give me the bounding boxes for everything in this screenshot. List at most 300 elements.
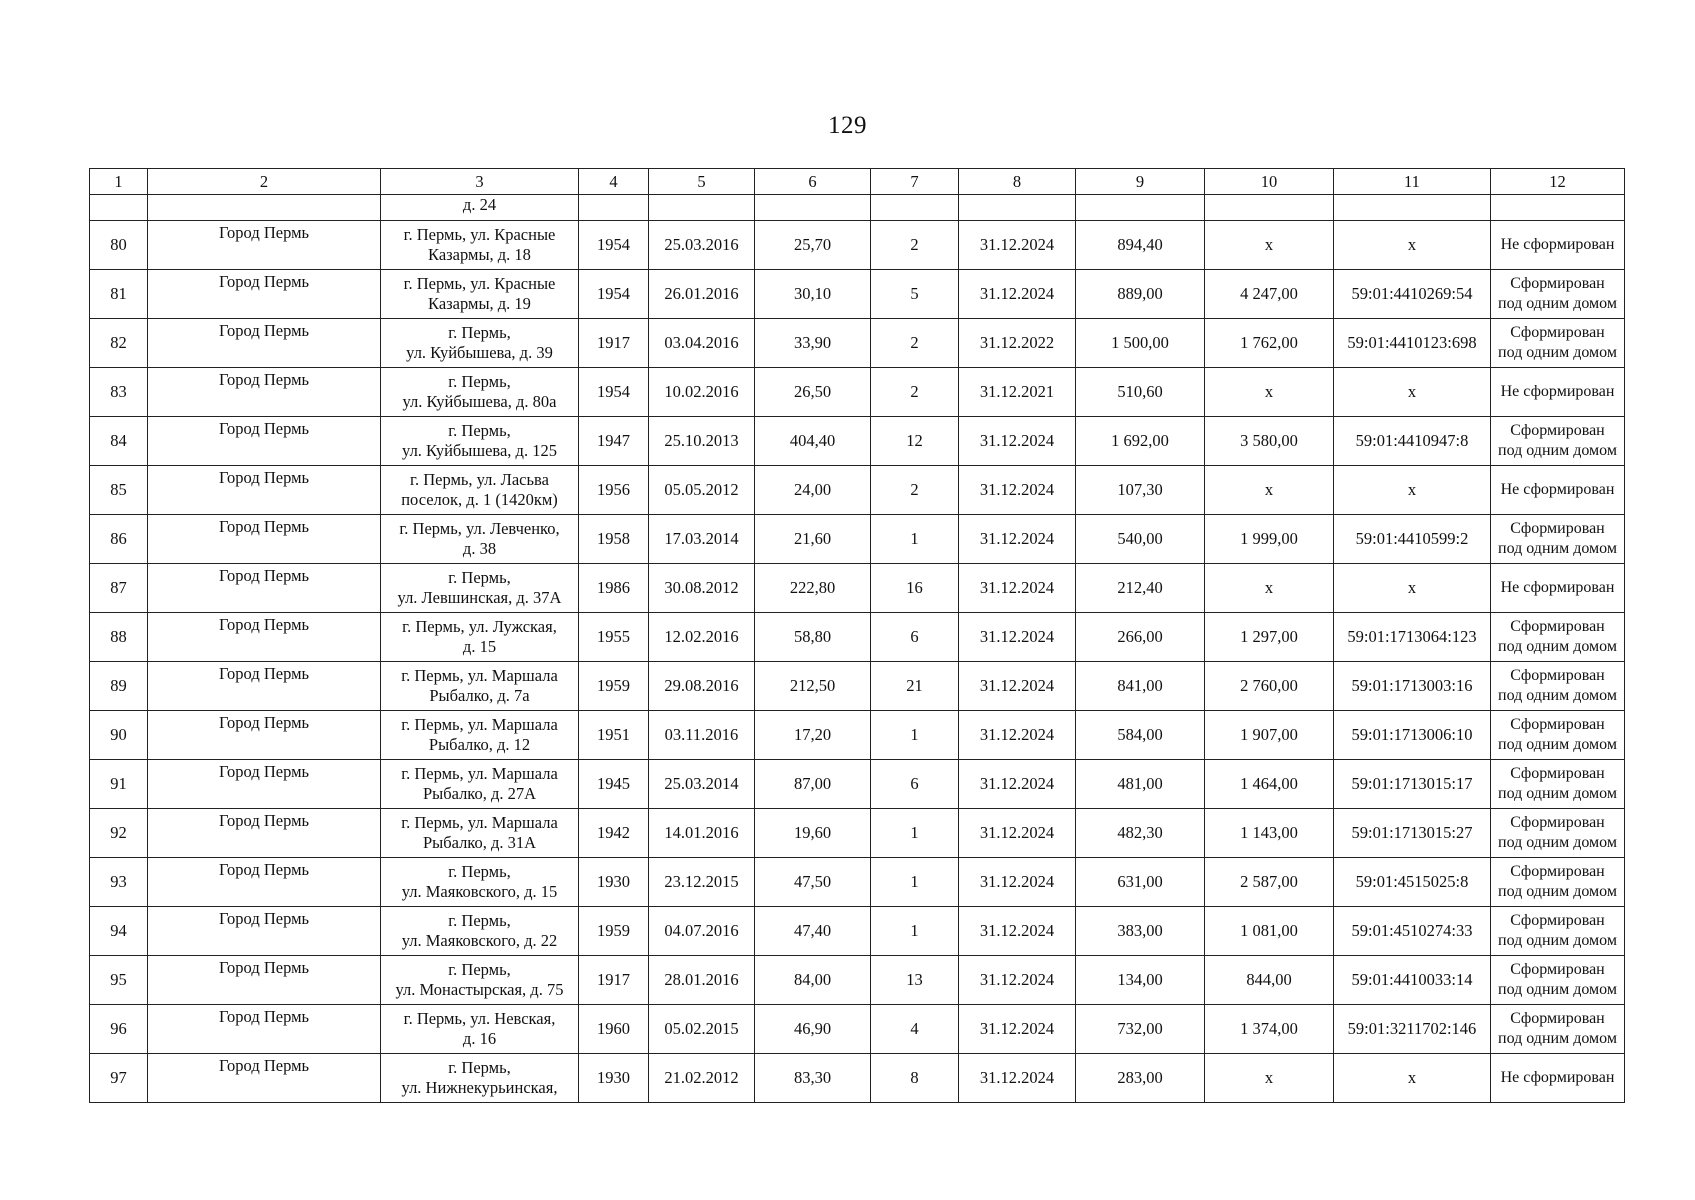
table-row [90, 319, 1625, 368]
status-cell [1491, 1005, 1625, 1054]
date-cell: 10.02.2016 [649, 368, 755, 417]
municipality-cell: Город Пермь [148, 613, 381, 662]
address-line: ул. Куйбышева, д. 125 [402, 441, 557, 460]
date-cell: 23.12.2015 [649, 858, 755, 907]
municipality-cell: Город Пермь [148, 564, 381, 613]
table-cell [959, 195, 1076, 221]
year-cell: 1954 [579, 368, 649, 417]
area-cell: 84,00 [755, 956, 871, 1005]
municipality-cell: Город Пермь [148, 417, 381, 466]
status-cell [1491, 515, 1625, 564]
value-cell: 1 500,00 [1076, 319, 1205, 368]
status-cell [1491, 564, 1625, 613]
address-cell [381, 662, 579, 711]
row-number-cell: 84 [90, 417, 148, 466]
row-number-cell: 81 [90, 270, 148, 319]
row-number-cell: 91 [90, 760, 148, 809]
municipality-cell: Город Пермь [148, 956, 381, 1005]
address-line: г. Пермь, ул. Лужская, [402, 617, 557, 636]
value-cell: 481,00 [1076, 760, 1205, 809]
year-cell: 1960 [579, 1005, 649, 1054]
address-line: г. Пермь, ул. Красные [403, 274, 556, 293]
table-body [90, 195, 1625, 1103]
year-cell: 1986 [579, 564, 649, 613]
table-row [90, 711, 1625, 760]
deadline-cell: 31.12.2024 [959, 858, 1076, 907]
status-cell [1491, 662, 1625, 711]
count-cell: 1 [871, 515, 959, 564]
count-cell: 6 [871, 613, 959, 662]
year-cell: 1942 [579, 809, 649, 858]
column-header: 1 [90, 169, 148, 195]
status-line: под одним домом [1498, 540, 1617, 557]
value-cell: 732,00 [1076, 1005, 1205, 1054]
cadastral-number-cell: 59:01:3211702:146 [1334, 1005, 1491, 1054]
address-line: ул. Монастырская, д. 75 [395, 980, 564, 999]
status-line: Сформирован [1510, 422, 1605, 439]
municipality-cell: Город Пермь [148, 662, 381, 711]
row-number-cell: 89 [90, 662, 148, 711]
address-cell [381, 466, 579, 515]
value-cell: 1 143,00 [1205, 809, 1334, 858]
status-cell [1491, 613, 1625, 662]
municipality-cell: Город Пермь [148, 760, 381, 809]
status-line: под одним домом [1498, 687, 1617, 704]
status-line: Сформирован [1510, 324, 1605, 341]
value-cell: 107,30 [1076, 466, 1205, 515]
value-cell: 1 692,00 [1076, 417, 1205, 466]
value-cell: 889,00 [1076, 270, 1205, 319]
area-cell: 25,70 [755, 221, 871, 270]
status-line: под одним домом [1498, 785, 1617, 802]
municipality-cell: Город Пермь [148, 711, 381, 760]
address-line: ул. Куйбышева, д. 39 [406, 343, 553, 362]
area-cell: 47,40 [755, 907, 871, 956]
address-line: г. Пермь, ул. Маршала [401, 813, 558, 832]
deadline-cell: 31.12.2024 [959, 1054, 1076, 1103]
date-cell: 17.03.2014 [649, 515, 755, 564]
municipality-cell: Город Пермь [148, 515, 381, 564]
date-cell: 05.02.2015 [649, 1005, 755, 1054]
status-line: Сформирован [1510, 814, 1605, 831]
address-line: г. Пермь, [448, 960, 511, 979]
municipality-cell: Город Пермь [148, 319, 381, 368]
cadastral-number-cell: 59:01:4515025:8 [1334, 858, 1491, 907]
address-line: г. Пермь, ул. Левченко, [399, 519, 560, 538]
status-line: под одним домом [1498, 295, 1617, 312]
value-cell: 212,40 [1076, 564, 1205, 613]
value-cell: 540,00 [1076, 515, 1205, 564]
row-number-cell: 86 [90, 515, 148, 564]
area-cell: 33,90 [755, 319, 871, 368]
municipality-cell: Город Пермь [148, 466, 381, 515]
column-header: 12 [1491, 169, 1625, 195]
address-cell [381, 907, 579, 956]
address-cell [381, 515, 579, 564]
status-cell [1491, 319, 1625, 368]
date-cell: 05.05.2012 [649, 466, 755, 515]
deadline-cell: 31.12.2024 [959, 956, 1076, 1005]
year-cell: 1947 [579, 417, 649, 466]
status-line: под одним домом [1498, 834, 1617, 851]
address-line: Рыбалко, д. 27А [422, 784, 537, 803]
area-cell: 47,50 [755, 858, 871, 907]
value-cell: 1 081,00 [1205, 907, 1334, 956]
cadastral-number-cell: 59:01:1713015:17 [1334, 760, 1491, 809]
date-cell: 28.01.2016 [649, 956, 755, 1005]
count-cell: 2 [871, 368, 959, 417]
area-cell: 24,00 [755, 466, 871, 515]
year-cell: 1917 [579, 956, 649, 1005]
value-cell: 844,00 [1205, 956, 1334, 1005]
value-cell: 584,00 [1076, 711, 1205, 760]
year-cell: 1917 [579, 319, 649, 368]
table-row [90, 956, 1625, 1005]
status-line: Сформирован [1510, 961, 1605, 978]
value-cell: 283,00 [1076, 1054, 1205, 1103]
date-cell: 03.04.2016 [649, 319, 755, 368]
table-cell [1076, 195, 1205, 221]
address-line: Рыбалко, д. 7а [429, 686, 530, 705]
date-cell: 25.10.2013 [649, 417, 755, 466]
row-number-cell: 80 [90, 221, 148, 270]
row-number-cell: 85 [90, 466, 148, 515]
year-cell: 1930 [579, 1054, 649, 1103]
address-cell [381, 368, 579, 417]
status-cell [1491, 368, 1625, 417]
address-cell [381, 1054, 579, 1103]
table-cell [1491, 195, 1625, 221]
table-cell [579, 195, 649, 221]
address-line: г. Пермь, ул. Ласьва [410, 470, 549, 489]
year-cell: 1956 [579, 466, 649, 515]
address-cell [381, 270, 579, 319]
status-cell [1491, 1054, 1625, 1103]
status-line: Не сформирован [1500, 236, 1615, 253]
year-cell: 1951 [579, 711, 649, 760]
column-number-row [90, 169, 1625, 195]
cadastral-number-cell: 59:01:1713006:10 [1334, 711, 1491, 760]
housing-register-table [89, 168, 1625, 1103]
address-cell [381, 319, 579, 368]
address-line: д. 38 [462, 539, 497, 558]
year-cell: 1954 [579, 221, 649, 270]
status-line: Не сформирован [1500, 481, 1615, 498]
count-cell: 1 [871, 858, 959, 907]
count-cell: 12 [871, 417, 959, 466]
row-number-cell: 92 [90, 809, 148, 858]
area-cell: 87,00 [755, 760, 871, 809]
value-cell: x [1205, 564, 1334, 613]
value-cell: x [1205, 1054, 1334, 1103]
area-cell: 83,30 [755, 1054, 871, 1103]
deadline-cell: 31.12.2024 [959, 907, 1076, 956]
deadline-cell: 31.12.2024 [959, 466, 1076, 515]
table-row [90, 417, 1625, 466]
count-cell: 6 [871, 760, 959, 809]
table-cell [649, 195, 755, 221]
deadline-cell: 31.12.2024 [959, 809, 1076, 858]
value-cell: 134,00 [1076, 956, 1205, 1005]
table-row [90, 760, 1625, 809]
cadastral-number-cell: 59:01:1713015:27 [1334, 809, 1491, 858]
year-cell: 1958 [579, 515, 649, 564]
date-cell: 12.02.2016 [649, 613, 755, 662]
status-line: под одним домом [1498, 883, 1617, 900]
deadline-cell: 31.12.2024 [959, 564, 1076, 613]
cadastral-number-cell: x [1334, 221, 1491, 270]
value-cell: 631,00 [1076, 858, 1205, 907]
cadastral-number-cell: 59:01:4410599:2 [1334, 515, 1491, 564]
count-cell: 4 [871, 1005, 959, 1054]
address-cell [381, 221, 579, 270]
address-line: г. Пермь, ул. Красные [403, 225, 556, 244]
address-cell [381, 711, 579, 760]
status-line: под одним домом [1498, 344, 1617, 361]
cadastral-number-cell: 59:01:4410123:698 [1334, 319, 1491, 368]
count-cell: 2 [871, 319, 959, 368]
status-cell [1491, 711, 1625, 760]
count-cell: 1 [871, 711, 959, 760]
address-line: г. Пермь, [448, 911, 511, 930]
status-line: Сформирован [1510, 716, 1605, 733]
count-cell: 1 [871, 809, 959, 858]
count-cell: 16 [871, 564, 959, 613]
address-line: ул. Маяковского, д. 22 [401, 931, 558, 950]
column-header: 3 [381, 169, 579, 195]
value-cell: 2 760,00 [1205, 662, 1334, 711]
status-cell [1491, 760, 1625, 809]
status-line: под одним домом [1498, 638, 1617, 655]
address-line: г. Пермь, ул. Маршала [401, 764, 558, 783]
date-cell: 14.01.2016 [649, 809, 755, 858]
status-line: под одним домом [1498, 932, 1617, 949]
address-line: ул. Левшинская, д. 37А [397, 588, 562, 607]
status-line: Не сформирован [1500, 579, 1615, 596]
year-cell: 1959 [579, 662, 649, 711]
column-header: 6 [755, 169, 871, 195]
date-cell: 29.08.2016 [649, 662, 755, 711]
cadastral-number-cell: x [1334, 564, 1491, 613]
row-number-cell: 83 [90, 368, 148, 417]
municipality-cell: Город Пермь [148, 907, 381, 956]
address-line: Казармы, д. 19 [428, 294, 531, 313]
cadastral-number-cell: 59:01:4510274:33 [1334, 907, 1491, 956]
continuation-row [90, 195, 1625, 221]
municipality-cell: Город Пермь [148, 368, 381, 417]
status-cell [1491, 956, 1625, 1005]
address-line: г. Пермь, [448, 1058, 511, 1077]
status-line: под одним домом [1498, 981, 1617, 998]
status-cell [1491, 221, 1625, 270]
status-line: Сформирован [1510, 765, 1605, 782]
status-line: Сформирован [1510, 275, 1605, 292]
row-number-cell: 87 [90, 564, 148, 613]
row-number-cell: 88 [90, 613, 148, 662]
address-line: Рыбалко, д. 31А [422, 833, 537, 852]
row-number-cell: 95 [90, 956, 148, 1005]
row-number-cell: 82 [90, 319, 148, 368]
area-cell: 19,60 [755, 809, 871, 858]
status-line: Не сформирован [1500, 383, 1615, 400]
table-row [90, 466, 1625, 515]
municipality-cell: Город Пермь [148, 858, 381, 907]
municipality-cell: Город Пермь [148, 270, 381, 319]
value-cell: 1 374,00 [1205, 1005, 1334, 1054]
row-number-cell: 96 [90, 1005, 148, 1054]
cadastral-number-cell: 59:01:4410033:14 [1334, 956, 1491, 1005]
cadastral-number-cell: 59:01:4410269:54 [1334, 270, 1491, 319]
area-cell: 17,20 [755, 711, 871, 760]
column-header: 8 [959, 169, 1076, 195]
table-cell [148, 195, 381, 221]
value-cell: 2 587,00 [1205, 858, 1334, 907]
table-cell [755, 195, 871, 221]
address-line: Рыбалко, д. 12 [428, 735, 531, 754]
address-line: г. Пермь, ул. Маршала [401, 715, 558, 734]
deadline-cell: 31.12.2024 [959, 613, 1076, 662]
area-cell: 30,10 [755, 270, 871, 319]
area-cell: 222,80 [755, 564, 871, 613]
address-line: г. Пермь, [448, 862, 511, 881]
column-header: 2 [148, 169, 381, 195]
area-cell: 212,50 [755, 662, 871, 711]
count-cell: 13 [871, 956, 959, 1005]
deadline-cell: 31.12.2024 [959, 270, 1076, 319]
status-line: Сформирован [1510, 667, 1605, 684]
date-cell: 25.03.2016 [649, 221, 755, 270]
address-line: д. 16 [462, 1029, 497, 1048]
table-row [90, 1054, 1625, 1103]
cadastral-number-cell: x [1334, 368, 1491, 417]
year-cell: 1955 [579, 613, 649, 662]
cadastral-number-cell: x [1334, 1054, 1491, 1103]
value-cell: 1 999,00 [1205, 515, 1334, 564]
value-cell: 1 762,00 [1205, 319, 1334, 368]
table-row [90, 662, 1625, 711]
page-number: 129 [828, 112, 867, 139]
address-line: г. Пермь, [448, 568, 511, 587]
status-line: Сформирован [1510, 863, 1605, 880]
deadline-cell: 31.12.2024 [959, 221, 1076, 270]
count-cell: 5 [871, 270, 959, 319]
table-row [90, 809, 1625, 858]
year-cell: 1954 [579, 270, 649, 319]
table-cell [90, 195, 148, 221]
address-cell [381, 417, 579, 466]
area-cell: 58,80 [755, 613, 871, 662]
status-cell [1491, 466, 1625, 515]
address-cell [381, 564, 579, 613]
address-line: г. Пермь, [448, 323, 511, 342]
status-line: под одним домом [1498, 1030, 1617, 1047]
cadastral-number-cell: 59:01:1713064:123 [1334, 613, 1491, 662]
value-cell: 1 297,00 [1205, 613, 1334, 662]
date-cell: 26.01.2016 [649, 270, 755, 319]
address-line: Казармы, д. 18 [428, 245, 531, 264]
address-cell [381, 809, 579, 858]
value-cell: x [1205, 221, 1334, 270]
value-cell: 266,00 [1076, 613, 1205, 662]
municipality-cell: Город Пермь [148, 809, 381, 858]
deadline-cell: 31.12.2024 [959, 1005, 1076, 1054]
status-cell [1491, 417, 1625, 466]
status-line: под одним домом [1498, 736, 1617, 753]
address-cell [381, 760, 579, 809]
municipality-cell: Город Пермь [148, 221, 381, 270]
address-cell [381, 613, 579, 662]
status-line: Сформирован [1510, 618, 1605, 635]
status-cell [1491, 858, 1625, 907]
column-header: 5 [649, 169, 755, 195]
value-cell: 482,30 [1076, 809, 1205, 858]
municipality-cell: Город Пермь [148, 1005, 381, 1054]
value-cell: 841,00 [1076, 662, 1205, 711]
table-row [90, 515, 1625, 564]
area-cell: 26,50 [755, 368, 871, 417]
deadline-cell: 31.12.2024 [959, 417, 1076, 466]
row-number-cell: 93 [90, 858, 148, 907]
value-cell: 894,40 [1076, 221, 1205, 270]
address-cell [381, 858, 579, 907]
column-header: 10 [1205, 169, 1334, 195]
address-line: д. 15 [462, 637, 497, 656]
status-line: Сформирован [1510, 1010, 1605, 1027]
value-cell: x [1205, 466, 1334, 515]
date-cell: 21.02.2012 [649, 1054, 755, 1103]
deadline-cell: 31.12.2022 [959, 319, 1076, 368]
area-cell: 46,90 [755, 1005, 871, 1054]
address-line: г. Пермь, [448, 421, 511, 440]
year-cell: 1959 [579, 907, 649, 956]
table-row [90, 564, 1625, 613]
address-line: г. Пермь, [448, 372, 511, 391]
status-cell [1491, 907, 1625, 956]
area-cell: 404,40 [755, 417, 871, 466]
status-line: Сформирован [1510, 912, 1605, 929]
address-line: поселок, д. 1 (1420км) [401, 490, 558, 509]
table-row [90, 221, 1625, 270]
row-number-cell: 94 [90, 907, 148, 956]
address-line: ул. Маяковского, д. 15 [401, 882, 558, 901]
address-cell [381, 1005, 579, 1054]
address-line: ул. Нижнекурьинская, [401, 1078, 558, 1097]
deadline-cell: 31.12.2024 [959, 760, 1076, 809]
column-header: 4 [579, 169, 649, 195]
cadastral-number-cell: 59:01:1713003:16 [1334, 662, 1491, 711]
table-cell: д. 24 [381, 195, 579, 221]
table-row [90, 270, 1625, 319]
area-cell: 21,60 [755, 515, 871, 564]
table-row [90, 613, 1625, 662]
value-cell: x [1205, 368, 1334, 417]
table-cell [1334, 195, 1491, 221]
date-cell: 25.03.2014 [649, 760, 755, 809]
address-line: ул. Куйбышева, д. 80а [402, 392, 557, 411]
count-cell: 21 [871, 662, 959, 711]
municipality-cell: Город Пермь [148, 1054, 381, 1103]
count-cell: 1 [871, 907, 959, 956]
table-row [90, 368, 1625, 417]
table-cell [871, 195, 959, 221]
status-cell [1491, 270, 1625, 319]
count-cell: 2 [871, 221, 959, 270]
address-line: г. Пермь, ул. Маршала [401, 666, 558, 685]
count-cell: 2 [871, 466, 959, 515]
column-header: 11 [1334, 169, 1491, 195]
cadastral-number-cell: 59:01:4410947:8 [1334, 417, 1491, 466]
year-cell: 1945 [579, 760, 649, 809]
